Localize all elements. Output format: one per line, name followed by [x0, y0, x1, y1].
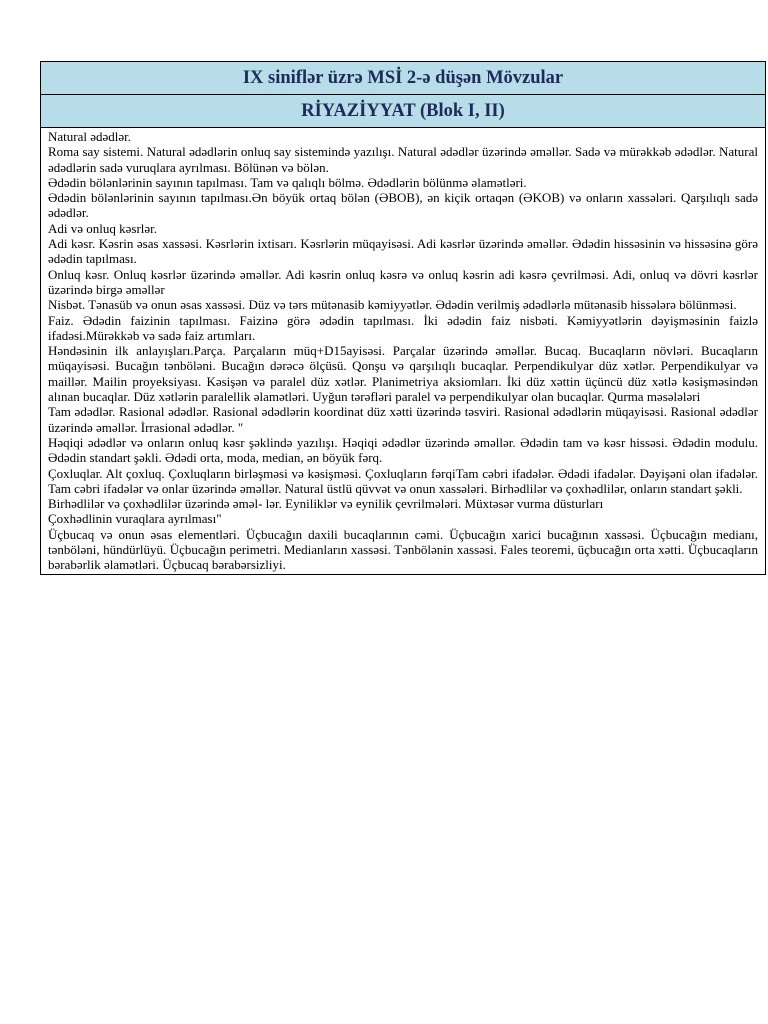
topic-paragraph: Adi kəsr. Kəsrin əsas xassəsi. Kəsrlərin ixtisarı. Kəsrlərin müqayisəsi. Adi kəsrlər üzərində əməllər. Ədədin hissəsinin və hissəsinə görə ədədin tapılması. — [48, 236, 758, 267]
topic-paragraph: Çoxhədlinin vuraqlara ayrılması" — [48, 511, 222, 527]
topics-table — [40, 61, 766, 575]
table-title: IX siniflər üzrə MSİ 2-ə düşən Mövzular — [41, 62, 765, 95]
topic-paragraph: Ədədin bölənlərinin sayının tapılması. Tam və qalıqlı bölmə. Ədədlərin bölünmə əlamətləri. — [48, 174, 527, 190]
topic-paragraph: Üçbucaq və onun əsas elementləri. Üçbucağın daxili bucaqlarının cəmi. Üçbucağın xarici bucağının xassəsi. Üçbucağın medianı, tənböləni, hündürlüyü. Üçbucağın perimetri. Medianların xassəsi. Tənbölənin xassəsi. Fales teoremi, üçbucağın orta xətti. Üçbucaqların bərabərlik əlamətləri. Üçbucaq bərabərsizliyi. — [48, 526, 758, 573]
topic-paragraph: Nisbət. Tənasüb və onun əsas xassəsi. Düz və tərs mütənasib kəmiyyətlər. Ədədin verilmiş ədədlərlə mütənasib hissələrə bölünməsi. — [48, 297, 737, 313]
topic-paragraph: Həqiqi ədədlər və onların onluq kəsr şəklində yazılışı. Həqiqi ədədlər üzərində əməllər. Ədədin tam və kəsr hissəsi. Ədədin modulu. Ədədin standart şəkli. Ədədi orta, moda, median, ən böyük fərq. — [48, 434, 758, 466]
topic-paragraph: Ədədin bölənlərinin sayının tapılması.Ən böyük ortaq bölən (ƏBOB), ən kiçik ortaqən (ƏKOB) və onların xassələri. Qarşılıqlı sadə ədədlər. — [48, 190, 758, 221]
topic-paragraph: Tam ədədlər. Rasional ədədlər. Rasional ədədlərin koordinat düz xətti üzərində təsviri. Rasional ədədlərin müqayisəsi. Rasional ədədlər üzərində əməllər. İrrasional ədədlər. " — [48, 404, 758, 435]
subject-title: RİYAZİYYAT (Blok I, II) — [41, 95, 765, 128]
topic-paragraph: Həndəsinin ilk anlayışları.Parça. Parçaların müq+D15ayisəsi. Parçalar üzərində əməllər. Bucaq. Bucaqların növləri. Bucaqların müqayisəsi. Bucağın tənböləni. Bucağın dərəcə ölçüsü. Qonşu və qarşılıqlı bucaqlar. Perpendikulyar düz xətlər. Perpendikulyar və maillər. Mailin proyeksiyası. Kəsişən və paralel düz xətlər. Planimetriya aksiomları. İki düz xəttin üçüncü düz xətlə kəsişməsindən alınan bucaqlar. Düz xətlərin paralellik əlamətləri. Uyğun tərəfləri paralel və perpendikulyar olan bucaqlar. Qurma məsələləri — [48, 343, 758, 405]
topic-paragraph: Çoxluqlar. Alt çoxluq. Çoxluqların birləşməsi və kəsişməsi. Çoxluqların fərqiTam cəbri ifadələr. Ədədi ifadələr. Dəyişəni olan ifadələr. Tam cəbri ifadələr və onlar üzərində əməllər. Natural üstlü qüvvət və onun xassələri. Birhədlilər və çoxhədlilər, onların standart şəkli. — [48, 465, 758, 496]
topic-paragraph: Birhədlilər və çoxhədlilər üzərində əməl- lər. Eyniliklər və eynilik çevrilmələri. Müxtəsər vurma düsturları — [48, 496, 604, 512]
topic-paragraph: Onluq kəsr. Onluq kəsrlər üzərində əməllər. Adi kəsrin onluq kəsrə və onluq kəsrin adi kəsrə çevrilməsi. Adi, onluq və dövri kəsrlər üzərində birgə əməllər — [48, 266, 758, 297]
topic-paragraph: Faiz. Ədədin faizinin tapılması. Faizinə görə ədədin tapılması. İki ədədin faiz nisbəti. Kəmiyyətlərin dəyişməsinin faizlə ifadəsi.Mürəkkəb və sadə faiz artımları. — [48, 312, 758, 343]
topic-paragraph: Roma say sistemi. Natural ədədlərin onluq say sistemində yazılışı. Natural ədədlər üzərində əməllər. Sadə və mürəkkəb ədədlər. Natural ədədlərin sadə vuruqlara ayrılması. Bölünən və bölən. — [48, 144, 758, 175]
topic-paragraph: Natural ədədlər. — [48, 129, 132, 144]
topic-paragraph: Adi və onluq kəsrlər. — [48, 220, 158, 236]
topics-content — [41, 128, 765, 574]
